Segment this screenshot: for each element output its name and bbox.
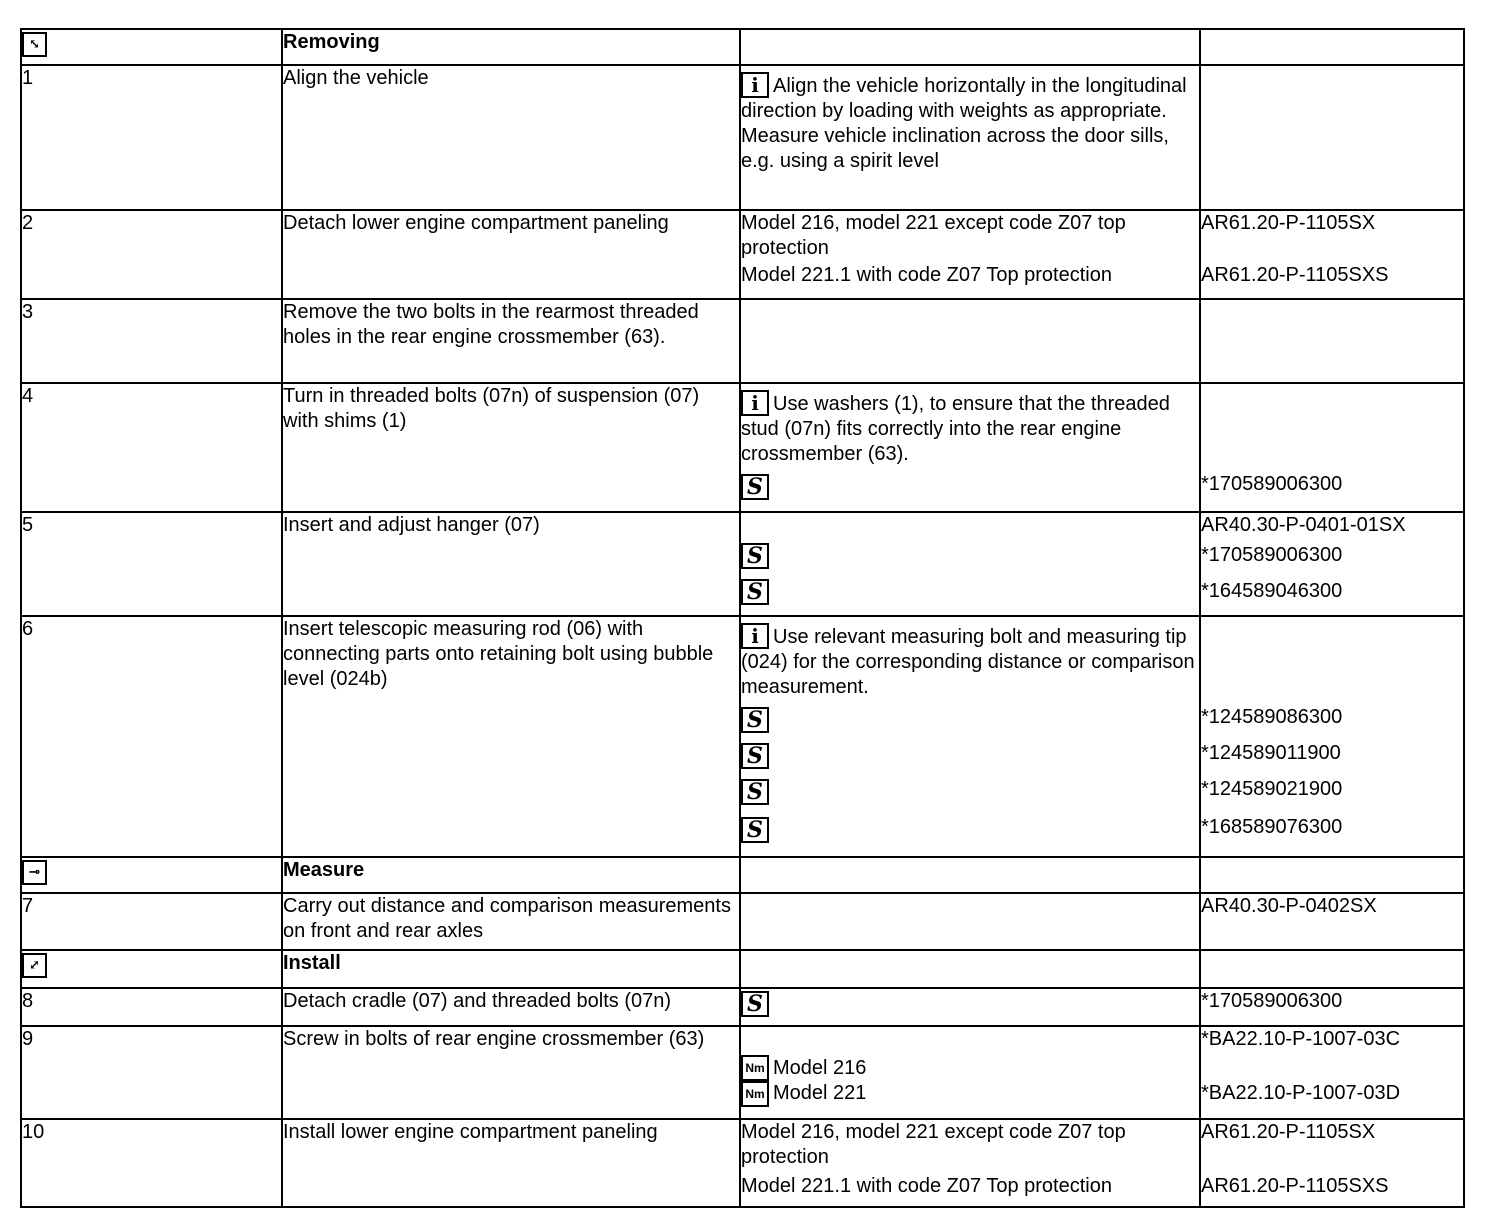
special-tool-icon: S bbox=[741, 817, 769, 843]
step-action: Detach cradle (07) and threaded bolts (07n) bbox=[282, 988, 740, 1026]
step-note: Measure vehicle inclination across the door sills, e.g. using a spirit level bbox=[741, 125, 1169, 172]
info-icon: i bbox=[741, 72, 769, 98]
tool-number-link[interactable]: *124589011900 bbox=[1201, 742, 1341, 764]
step-row bbox=[21, 988, 1464, 1026]
reference-link[interactable]: AR40.30-P-0401-01SX bbox=[1201, 514, 1406, 536]
special-tool-icon: S bbox=[741, 707, 769, 733]
step-number: 9 bbox=[21, 1026, 282, 1119]
tool-number-link[interactable]: *170589006300 bbox=[1201, 473, 1343, 495]
step-number: 4 bbox=[21, 383, 282, 512]
reference-link[interactable]: AR61.20-P-1105SX bbox=[1201, 1121, 1376, 1143]
section-title: Removing bbox=[282, 29, 740, 65]
section-row-measure bbox=[21, 857, 1464, 893]
tool-number-link[interactable]: *124589021900 bbox=[1201, 778, 1343, 800]
step-number: 3 bbox=[21, 299, 282, 383]
tool-number-link[interactable]: *170589006300 bbox=[1200, 988, 1464, 1026]
step-row bbox=[21, 65, 1464, 210]
torque-model: Model 221 bbox=[773, 1082, 867, 1104]
torque-icon: Nm bbox=[741, 1055, 769, 1081]
special-tool-icon: S bbox=[741, 474, 769, 500]
step-row bbox=[21, 893, 1464, 950]
step-row bbox=[21, 1119, 1464, 1207]
special-tool-icon: S bbox=[741, 579, 769, 605]
reference-link[interactable]: AR61.20-P-1105SXS bbox=[1201, 1175, 1389, 1197]
tool-number-link[interactable]: *168589076300 bbox=[1201, 816, 1343, 838]
info-icon: i bbox=[741, 390, 769, 416]
reference-link[interactable]: AR40.30-P-0402SX bbox=[1200, 893, 1464, 950]
step-number: 5 bbox=[21, 512, 282, 616]
section-row-install bbox=[21, 950, 1464, 988]
reference-link[interactable]: AR61.20-P-1105SX bbox=[1201, 212, 1376, 234]
section-title: Install bbox=[282, 950, 740, 988]
step-note: Use relevant measuring bolt and measuring tip (024) for the corresponding distance or comparison measurement. bbox=[741, 626, 1195, 698]
step-number: 2 bbox=[21, 210, 282, 299]
step-action: Insert telescopic measuring rod (06) with connecting parts onto retaining bolt using bubble level (024b) bbox=[282, 616, 740, 857]
step-action: Align the vehicle bbox=[282, 65, 740, 210]
torque-model: Model 216 bbox=[773, 1057, 867, 1079]
section-title: Measure bbox=[282, 857, 740, 893]
tool-number-link[interactable]: *164589046300 bbox=[1201, 580, 1343, 602]
step-number: 10 bbox=[21, 1119, 282, 1207]
step-action: Carry out distance and comparison measurements on front and rear axles bbox=[282, 893, 740, 950]
torque-reference-link[interactable]: *BA22.10-P-1007-03D bbox=[1201, 1082, 1401, 1104]
step-action: Install lower engine compartment paneling bbox=[282, 1119, 740, 1207]
step-number: 7 bbox=[21, 893, 282, 950]
compress-icon: ⤢ bbox=[22, 953, 47, 978]
step-row bbox=[21, 299, 1464, 383]
model-condition: Model 216, model 221 except code Z07 top protection bbox=[741, 212, 1126, 259]
step-number: 6 bbox=[21, 616, 282, 857]
step-action: Remove the two bolts in the rearmost threaded holes in the rear engine crossmember (63). bbox=[282, 299, 740, 383]
step-note: Use washers (1), to ensure that the threaded stud (07n) fits correctly into the rear engine crossmember (63). bbox=[741, 393, 1170, 465]
reference-link[interactable]: AR61.20-P-1105SXS bbox=[1201, 264, 1389, 286]
step-row bbox=[21, 512, 1464, 616]
step-action: Screw in bolts of rear engine crossmember (63) bbox=[282, 1026, 740, 1119]
step-number: 1 bbox=[21, 65, 282, 210]
measure-icon: ⊸ bbox=[22, 860, 47, 885]
special-tool-icon: S bbox=[741, 991, 769, 1017]
step-note: Align the vehicle horizontally in the longitudinal direction by loading with weights as appropriate. bbox=[741, 75, 1187, 122]
model-condition: Model 221.1 with code Z07 Top protection bbox=[741, 1175, 1112, 1197]
section-row-removing bbox=[21, 29, 1464, 65]
model-condition: Model 221.1 with code Z07 Top protection bbox=[741, 264, 1112, 286]
step-row bbox=[21, 383, 1464, 512]
special-tool-icon: S bbox=[741, 743, 769, 769]
tool-number-link[interactable]: *170589006300 bbox=[1201, 544, 1343, 566]
tool-number-link[interactable]: *124589086300 bbox=[1201, 706, 1343, 728]
torque-reference-link[interactable]: *BA22.10-P-1007-03C bbox=[1201, 1028, 1401, 1050]
step-action: Insert and adjust hanger (07) bbox=[282, 512, 740, 616]
procedure-table bbox=[20, 28, 1465, 1208]
torque-icon: Nm bbox=[741, 1081, 769, 1107]
step-row bbox=[21, 210, 1464, 299]
model-condition: Model 216, model 221 except code Z07 top protection bbox=[741, 1121, 1126, 1168]
special-tool-icon: S bbox=[741, 543, 769, 569]
step-number: 8 bbox=[21, 988, 282, 1026]
expand-icon: ⤡ bbox=[22, 32, 47, 57]
step-action: Turn in threaded bolts (07n) of suspension (07) with shims (1) bbox=[282, 383, 740, 512]
step-action: Detach lower engine compartment paneling bbox=[282, 210, 740, 299]
special-tool-icon: S bbox=[741, 779, 769, 805]
info-icon: i bbox=[741, 623, 769, 649]
step-row bbox=[21, 616, 1464, 857]
step-row bbox=[21, 1026, 1464, 1119]
